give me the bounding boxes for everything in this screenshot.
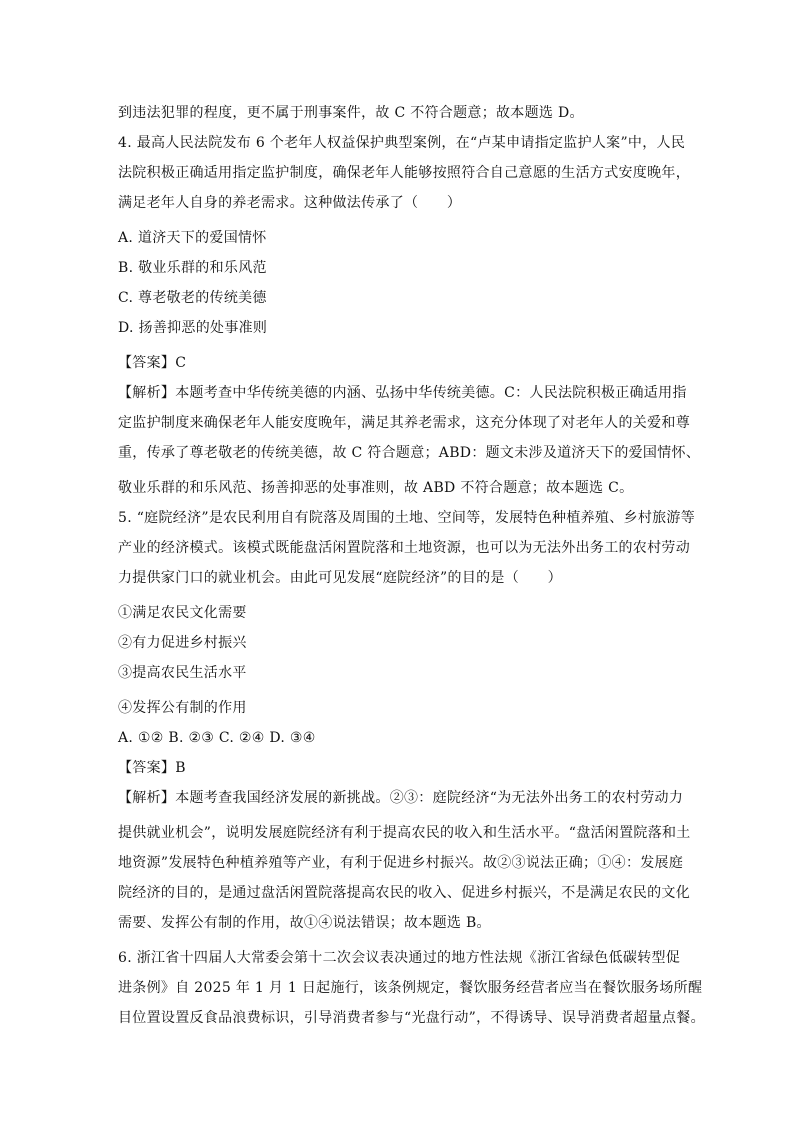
question-4-line-1: 4. 最高人民法院发布 6 个老年人权益保护典型案例，在“卢某申请指定监护人案”中，人民	[118, 135, 686, 151]
question-5-item-1: ①满足农民文化需要	[118, 605, 247, 621]
question-5-analysis-line-2: 提供就业机会”，说明发展庭院经济有利于提高农民的收入和生活水平。“盘活闲置院落和土	[118, 825, 691, 841]
question-5-answer: 【答案】B	[118, 760, 186, 776]
question-5-item-2: ②有力促进乡村振兴	[118, 635, 247, 651]
question-5-analysis-line-4: 院经济的目的，是通过盘活闲置院落提高农民的收入、促进乡村振兴，不是满足农民的文化	[118, 885, 690, 901]
question-4-analysis-line-2: 定监护制度来确保老年人能安度晚年，满足其养老需求，这充分体现了对老年人的关爱和尊	[118, 415, 690, 431]
question-6-line-1: 6. 浙江省十四届人大常委会第十二次会议表决通过的地方性法规《浙江省绿色低碳转型促	[118, 950, 681, 966]
question-5-line-3: 力提供家门口的就业机会。由此可见发展“庭院经济”的目的是（ ）	[118, 570, 562, 586]
question-4-option-c: C. 尊老敬老的传统美德	[118, 290, 267, 306]
question-5-options: A. ①② B. ②③ C. ②④ D. ③④	[118, 730, 316, 746]
question-5-analysis-line-3: 地资源”发展特色种植养殖等产业，有利于促进乡村振兴。故②③说法正确；①④：发展庭	[118, 855, 684, 871]
question-4-analysis-line-1: 【解析】本题考查中华传统美德的内涵、弘扬中华传统美德。C：人民法院积极正确适用指	[118, 385, 687, 401]
question-6-line-2: 进条例》自 2025 年 1 月 1 日起施行，该条例规定，餐饮服务经营者应当在餐饮服务场所醒	[118, 980, 703, 996]
question-4-option-d: D. 扬善抑恶的处事准则	[118, 320, 268, 336]
question-5-item-3: ③提高农民生活水平	[118, 665, 247, 681]
question-5-analysis-line-1: 【解析】本题考查我国经济发展的新挑战。②③：庭院经济“为无法外出务工的农村劳动力	[118, 790, 684, 806]
question-5-line-1: 5. “庭院经济”是农民利用自有院落及周围的土地、空间等，发展特色种植养殖、乡村旅游等	[118, 510, 696, 526]
question-4-line-2: 法院积极正确适用指定监护制度，确保老年人能够按照符合自己意愿的生活方式安度晚年，	[118, 165, 690, 181]
question-4-analysis-line-4: 敬业乐群的和乐风范、扬善抑恶的处事准则，故 ABD 不符合题意；故本题选 C。	[118, 480, 634, 496]
question-5-analysis-line-5: 需要、发挥公有制的作用，故①④说法错误；故本题选 B。	[118, 915, 491, 931]
question-4-line-3: 满足老年人自身的养老需求。这种做法传承了（ ）	[118, 195, 462, 211]
question-4-answer: 【答案】C	[118, 355, 187, 371]
text-line-1: 到违法犯罪的程度，更不属于刑事案件，故 C 不符合题意；故本题选 D。	[118, 105, 584, 121]
question-4-option-b: B. 敬业乐群的和乐风范	[118, 260, 267, 276]
question-4-option-a: A. 道济天下的爱国情怀	[118, 230, 267, 246]
question-6-line-3: 目位置设置反食品浪费标识，引导消费者参与“光盘行动”，不得诱导、误导消费者超量点餐。	[118, 1010, 705, 1026]
question-4-analysis-line-3: 重，传承了尊老敬老的传统美德，故 C 符合题意；ABD：题文未涉及道济天下的爱国情怀、	[118, 445, 701, 461]
question-5-item-4: ④发挥公有制的作用	[118, 700, 247, 716]
question-5-line-2: 产业的经济模式。该模式既能盘活闲置院落和土地资源，也可以为无法外出务工的农村劳动	[118, 540, 690, 556]
